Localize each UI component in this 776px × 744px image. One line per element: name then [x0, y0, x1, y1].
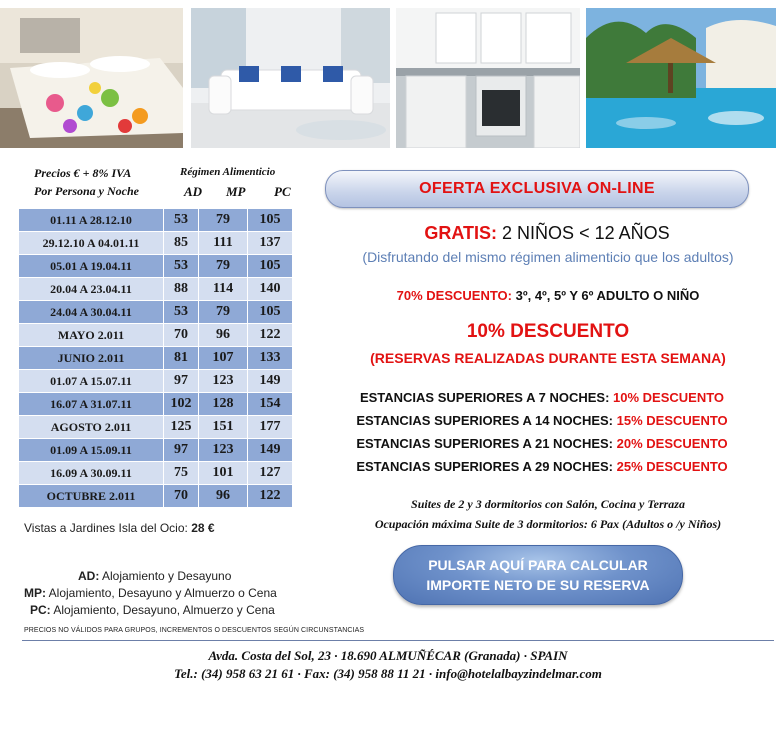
ad-price-cell: 81: [164, 347, 199, 370]
mp-price-cell: 96: [199, 324, 248, 347]
ad-price-cell: 70: [164, 324, 199, 347]
period-cell: 29.12.10 A 04.01.11: [19, 232, 164, 255]
suites-info: [320, 494, 776, 534]
ad-price-cell: 53: [164, 209, 199, 232]
period-cell: 01.07 A 15.07.11: [19, 370, 164, 393]
mp-price-cell: 79: [199, 301, 248, 324]
legend-mp: MP: Alojamiento, Desayuno y Almuerzo o Cena: [24, 586, 277, 600]
suites-line-1: Suites de 2 y 3 dormitorios con Salón, Cocina y Terraza: [411, 497, 685, 511]
living-room-photo: [191, 8, 390, 148]
period-cell: JUNIO 2.011: [19, 347, 164, 370]
mp-price-cell: 114: [199, 278, 248, 301]
mp-price-cell: 79: [199, 255, 248, 278]
legend-ad: AD: Alojamiento y Desayuno: [78, 569, 232, 583]
gratis-text: 2 NIÑOS < 12 AÑOS: [502, 223, 670, 243]
vistas-text: Vistas a Jardines Isla del Ocio:: [24, 521, 188, 535]
ad-price-cell: 70: [164, 485, 199, 508]
regimen-legend: [24, 568, 314, 619]
reservas-note: (RESERVAS REALIZADAS DURANTE ESTA SEMANA): [370, 350, 726, 366]
mp-price-cell: 79: [199, 209, 248, 232]
photo-strip: [0, 0, 776, 150]
pc-price-cell: 105: [248, 255, 293, 278]
bedroom-photo: [0, 8, 183, 148]
price-label: Precios € + 8% IVA: [34, 166, 132, 180]
kitchen-photo: [396, 8, 580, 148]
estancia-row: ESTANCIAS SUPERIORES A 21 NOCHES: 20% DESCUENTO: [356, 436, 728, 451]
price-row: [19, 416, 293, 439]
vistas-line: [24, 521, 215, 535]
pc-price-cell: 140: [248, 278, 293, 301]
pc-price-cell: 149: [248, 370, 293, 393]
disfrutando-note: (Disfrutando del mismo régimen alimenticio que los adultos): [362, 249, 734, 265]
mp-price-cell: 96: [199, 485, 248, 508]
discount-70-label: 70% DESCUENTO:: [396, 288, 512, 303]
pc-price-cell: 133: [248, 347, 293, 370]
period-cell: AGOSTO 2.011: [19, 416, 164, 439]
discount-70-line: [320, 288, 776, 303]
period-cell: 16.07 A 31.07.11: [19, 393, 164, 416]
footer-contact: [0, 647, 776, 683]
mp-price-cell: 151: [199, 416, 248, 439]
gratis-label: GRATIS:: [424, 223, 498, 243]
price-row: [19, 439, 293, 462]
vistas-price: 28 €: [191, 521, 215, 535]
regimen-label: Régimen Alimenticio: [180, 166, 276, 178]
price-row: [19, 485, 293, 508]
pc-price-cell: 122: [248, 324, 293, 347]
discount-10-title: 10% DESCUENTO: [466, 321, 630, 342]
pc-price-cell: 154: [248, 393, 293, 416]
price-row: [19, 370, 293, 393]
estancia-row: ESTANCIAS SUPERIORES A 29 NOCHES: 25% DESCUENTO: [356, 459, 728, 474]
period-cell: MAYO 2.011: [19, 324, 164, 347]
ad-price-cell: 53: [164, 301, 199, 324]
pc-price-cell: 149: [248, 439, 293, 462]
period-cell: 05.01 A 19.04.11: [19, 255, 164, 278]
ad-price-cell: 97: [164, 439, 199, 462]
price-table: [18, 208, 293, 508]
footer-divider: [22, 640, 774, 641]
period-cell: 01.09 A 15.09.11: [19, 439, 164, 462]
mp-price-cell: 111: [199, 232, 248, 255]
estancia-row: ESTANCIAS SUPERIORES A 7 NOCHES: 10% DESCUENTO: [359, 390, 725, 405]
col-mp: MP: [226, 184, 246, 199]
price-row: [19, 347, 293, 370]
col-ad: AD: [184, 184, 203, 199]
period-cell: 01.11 A 28.12.10: [19, 209, 164, 232]
pc-price-cell: 105: [248, 209, 293, 232]
price-row: [19, 393, 293, 416]
period-cell: 24.04 A 30.04.11: [19, 301, 164, 324]
period-cell: 16.09 A 30.09.11: [19, 462, 164, 485]
pc-price-cell: 127: [248, 462, 293, 485]
calc-button-line-2: IMPORTE NETO DE SU RESERVA: [426, 577, 650, 593]
pool-photo: [586, 8, 776, 148]
mp-price-cell: 101: [199, 462, 248, 485]
col-pc: PC: [274, 184, 291, 199]
conditions-note: PRECIOS NO VÁLIDOS PARA GRUPOS, INCREMENTOS O DESCUENTOS SEGÚN CIRCUNSTANCIAS: [24, 627, 365, 634]
pc-price-cell: 122: [248, 485, 293, 508]
ad-price-cell: 85: [164, 232, 199, 255]
ad-price-cell: 75: [164, 462, 199, 485]
per-person-label: Por Persona y Noche: [34, 184, 139, 198]
price-row: [19, 324, 293, 347]
price-row: [19, 278, 293, 301]
legend-pc: PC: Alojamiento, Desayuno, Almuerzo y Cena: [30, 603, 275, 617]
pc-price-cell: 105: [248, 301, 293, 324]
offer-banner: OFERTA EXCLUSIVA ON-LINE: [325, 170, 749, 208]
mp-price-cell: 128: [199, 393, 248, 416]
suites-line-2: Ocupación máxima Suite de 3 dormitorios: 6 Pax (Adultos o /y Niños): [374, 517, 722, 531]
discount-70-text: 3º, 4º, 5º Y 6º ADULTO O NIÑO: [515, 288, 700, 303]
pc-price-cell: 177: [248, 416, 293, 439]
period-cell: OCTUBRE 2.011: [19, 485, 164, 508]
ad-price-cell: 125: [164, 416, 199, 439]
price-row: [19, 232, 293, 255]
footer-phone-email: Tel.: (34) 958 63 21 61 · Fax: (34) 958 88 11 21 · info@hotelalbayzindelmar.com: [174, 666, 602, 681]
gratis-line: [322, 223, 772, 244]
pc-price-cell: 137: [248, 232, 293, 255]
price-row: [19, 255, 293, 278]
ad-price-cell: 53: [164, 255, 199, 278]
estancias-list: [312, 386, 772, 478]
ad-price-cell: 88: [164, 278, 199, 301]
mp-price-cell: 107: [199, 347, 248, 370]
mp-price-cell: 123: [199, 439, 248, 462]
period-cell: 20.04 A 23.04.11: [19, 278, 164, 301]
calculate-price-button[interactable]: [393, 545, 683, 605]
estancia-row: ESTANCIAS SUPERIORES A 14 NOCHES: 15% DESCUENTO: [356, 413, 728, 428]
price-row: [19, 301, 293, 324]
calc-button-line-1: PULSAR AQUÍ PARA CALCULAR: [428, 557, 648, 573]
mp-price-cell: 123: [199, 370, 248, 393]
price-row: [19, 209, 293, 232]
price-row: [19, 462, 293, 485]
ad-price-cell: 102: [164, 393, 199, 416]
ad-price-cell: 97: [164, 370, 199, 393]
footer-address: Avda. Costa del Sol, 23 · 18.690 ALMUÑÉCAR (Granada) · SPAIN: [208, 648, 568, 663]
